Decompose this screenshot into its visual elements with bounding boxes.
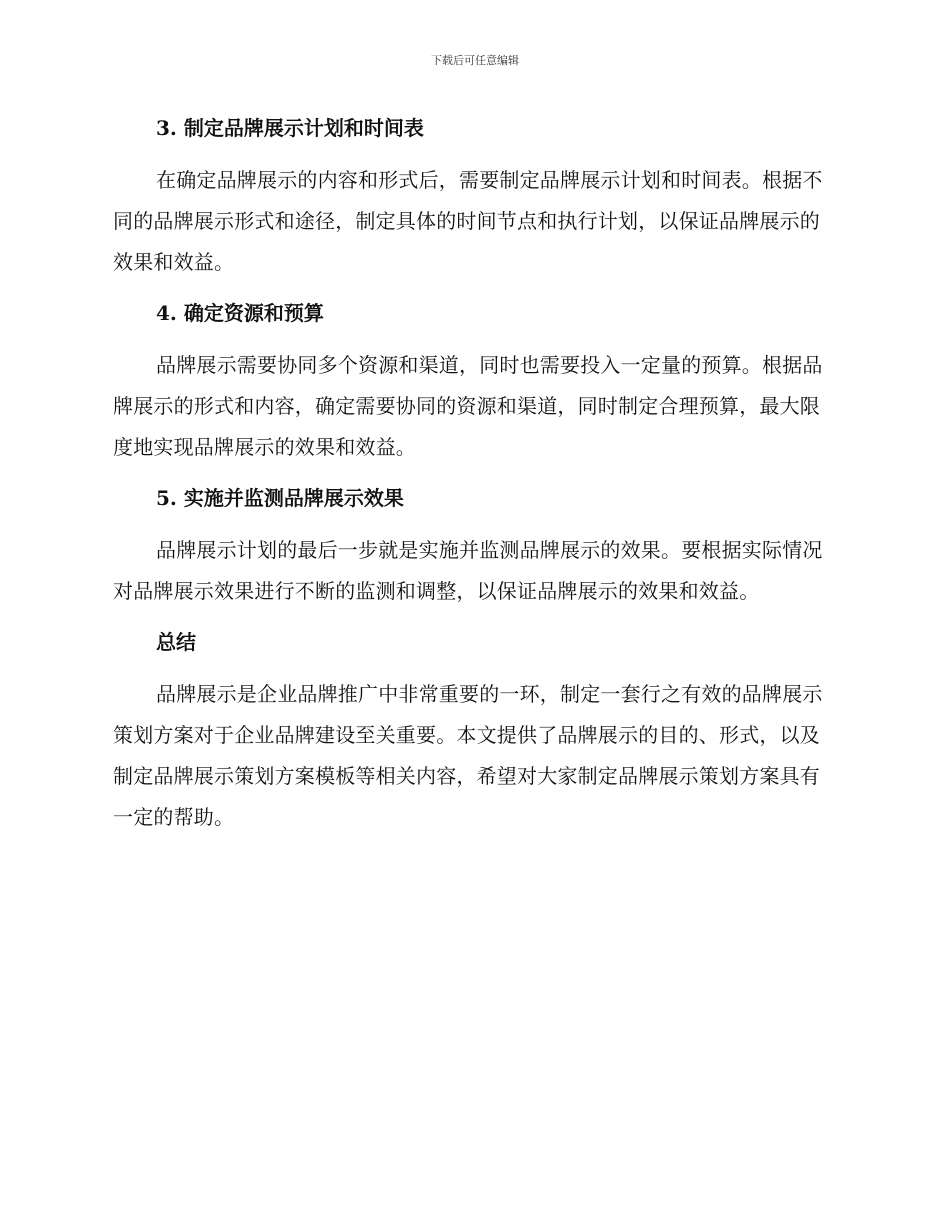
- summary-paragraph: 品牌展示是企业品牌推广中非常重要的一环，制定一套行之有效的品牌展示策划方案对于企业品牌建设至关重要。本文提供了品牌展示的目的、形式，以及制定品牌展示策划方案模板等相关内容，希望对大家制定品牌展示策划方案具有一定的帮助。: [113, 682, 823, 829]
- section-paragraph-3: 在确定品牌展示的内容和形式后，需要制定品牌展示计划和时间表。根据不同的品牌展示形式和途径，制定具体的时间节点和执行计划，以保证品牌展示的效果和效益。: [113, 168, 823, 274]
- header-note: 下载后可任意编辑: [431, 54, 519, 67]
- section-heading-4: 4. 确定资源和预算: [156, 301, 324, 325]
- section-heading-3: 3. 制定品牌展示计划和时间表: [156, 116, 424, 140]
- section-paragraph-4: 品牌展示需要协同多个资源和渠道，同时也需要投入一定量的预算。根据品牌展示的形式和内容，确定需要协同的资源和渠道，同时制定合理预算，最大限度地实现品牌展示的效果和效益。: [113, 353, 823, 459]
- document-body: [113, 110, 833, 838]
- section-heading-5: 5. 实施并监测品牌展示效果: [156, 486, 404, 510]
- section-paragraph-5: 品牌展示计划的最后一步就是实施并监测品牌展示的效果。要根据实际情况对品牌展示效果进行不断的监测和调整，以保证品牌展示的效果和效益。: [113, 538, 823, 603]
- summary-heading: 总结: [156, 630, 196, 654]
